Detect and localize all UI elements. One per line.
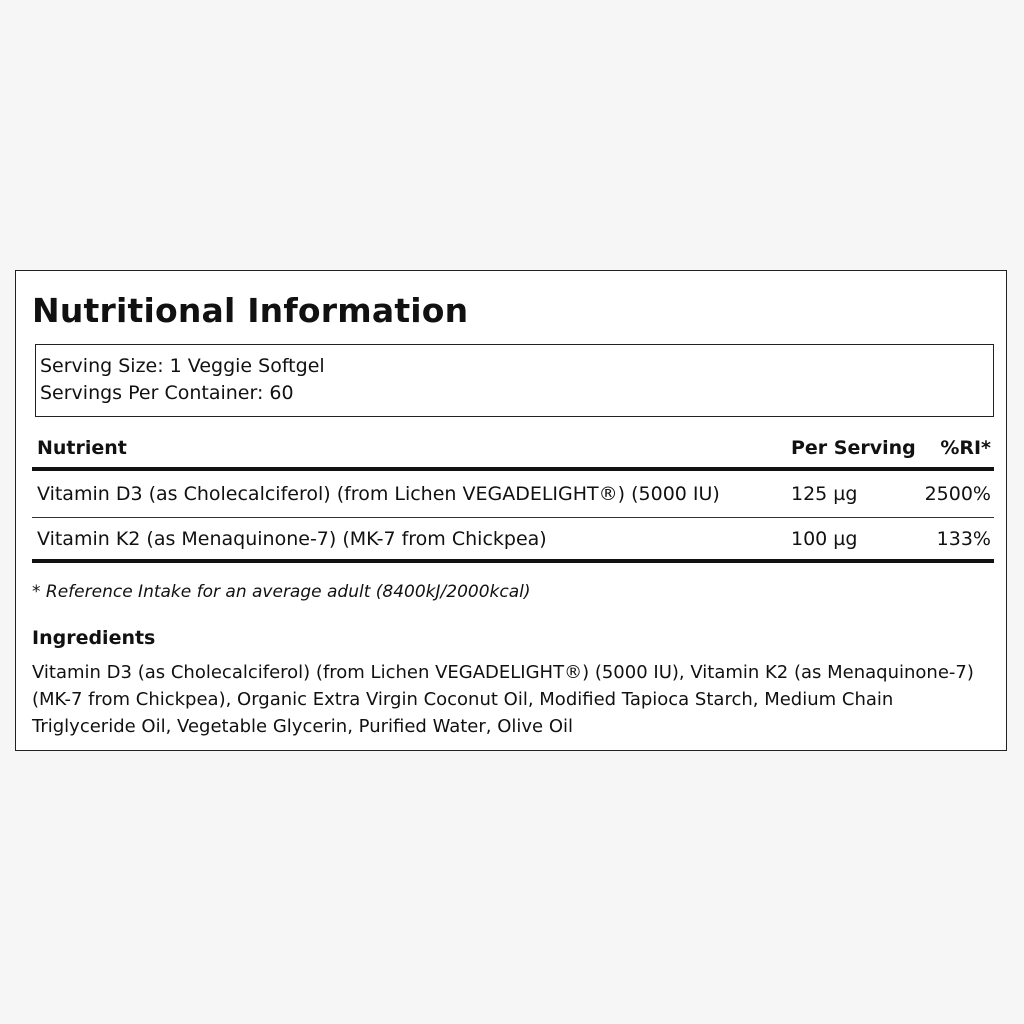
table-row <box>32 471 994 518</box>
nutrient-table <box>32 429 994 563</box>
table-row <box>32 518 994 563</box>
header-per-serving: Per Serving <box>791 437 916 459</box>
per-serving-value: 125 µg <box>791 483 858 505</box>
ri-value: 2500% <box>924 483 991 505</box>
nutrient-name: Vitamin D3 (as Cholecalciferol) (from Lichen VEGADELIGHT®) (5000 IU) <box>37 483 720 505</box>
ingredients-text: Vitamin D3 (as Cholecalciferol) (from Lichen VEGADELIGHT®) (5000 IU), Vitamin K2 (as Menaquinone-7) (MK-7 from Chickpea), Organic Extra Virgin Coconut Oil, Modified Tapioca Starch, Medium Chain Triglyceride Oil, Vegetable Glycerin, Purified Water, Olive Oil <box>32 662 974 737</box>
header-ri: %RI* <box>940 437 991 459</box>
per-serving-value: 100 µg <box>791 527 858 550</box>
nutrient-name: Vitamin K2 (as Menaquinone-7) (MK-7 from Chickpea) <box>37 527 547 550</box>
header-nutrient: Nutrient <box>37 437 127 459</box>
ingredients-heading: Ingredients <box>32 627 156 649</box>
panel-title: Nutritional Information <box>32 291 469 330</box>
reference-intake-footnote: * Reference Intake for an average adult (8400kJ/2000kcal) <box>32 582 531 602</box>
nutrition-panel <box>15 270 1007 751</box>
serving-size: Serving Size: 1 Veggie Softgel <box>40 355 325 377</box>
servings-per-container: Servings Per Container: 60 <box>40 382 294 404</box>
ri-value: 133% <box>936 527 991 550</box>
serving-info-box <box>35 344 994 417</box>
table-header-row <box>32 429 994 471</box>
